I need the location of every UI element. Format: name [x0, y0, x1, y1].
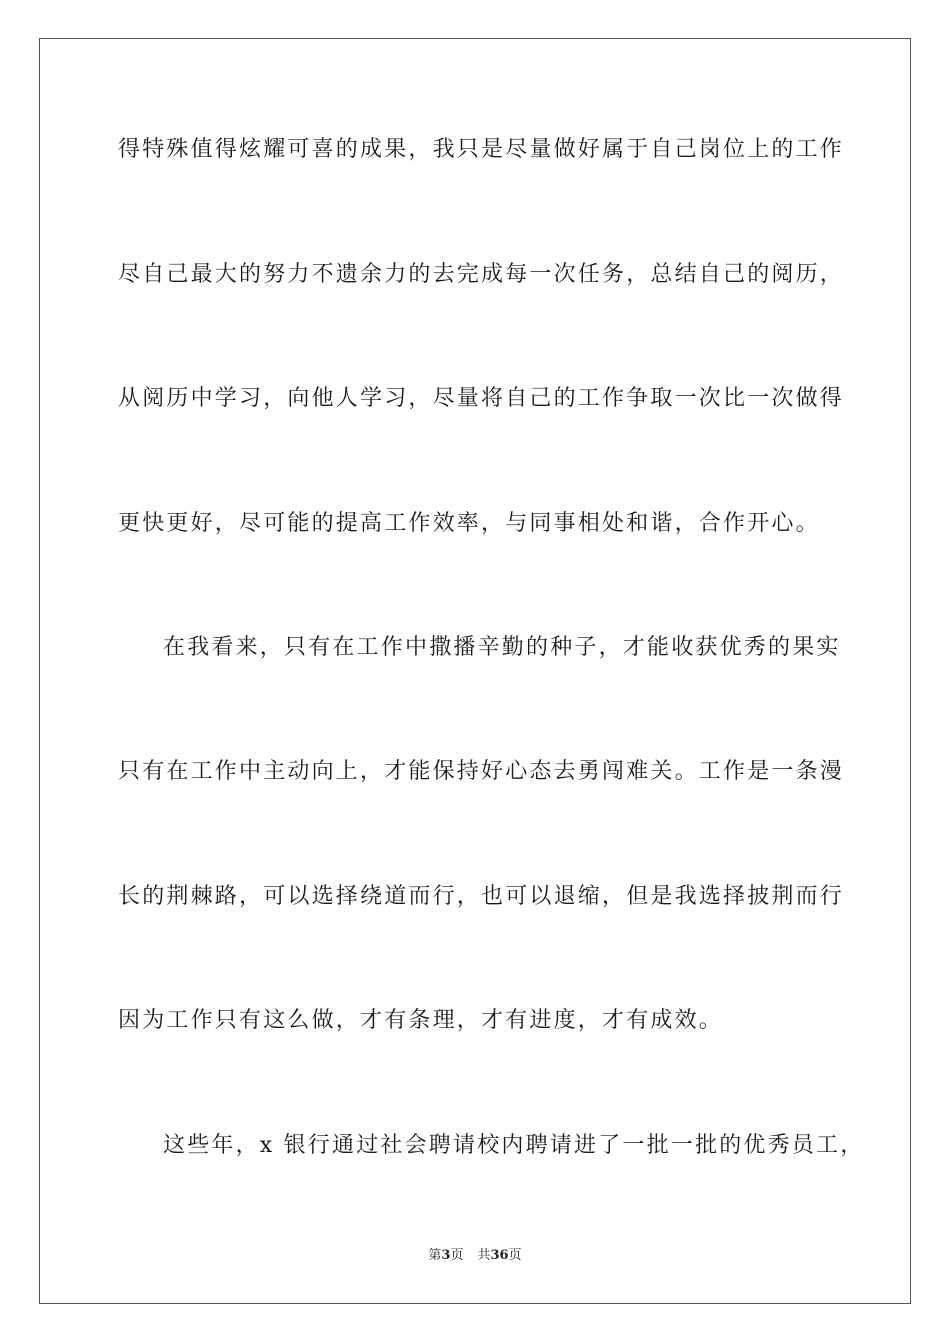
total-pages: 36 [490, 1248, 509, 1263]
text-line-4: 更快更好，尽可能的提高工作效率，与同事相处和谐，合作开心。 [118, 511, 820, 536]
page-prefix: 第 [428, 1248, 442, 1263]
text-line-6: 只有在工作中主动向上，才能保持好心态去勇闯难关。工作是一条漫 [118, 759, 845, 784]
total-suffix: 页 [508, 1248, 522, 1263]
paragraph-start-line-9: 这些年，x 银行通过社会聘请校内聘请进了一批一批的优秀员工， [163, 1133, 865, 1158]
text-line-2: 尽自己最大的努力不遗余力的去完成每一次任务，总结自己的阅历， [118, 262, 845, 287]
text-line-3: 从阅历中学习，向他人学习，尽量将自己的工作争取一次比一次做得 [118, 386, 845, 411]
paragraph-start-line-5: 在我看来，只有在工作中撒播辛勤的种子，才能收获优秀的果实 [163, 635, 841, 660]
page-number: 3 [441, 1248, 451, 1263]
page-footer [0, 1247, 950, 1265]
text-line-7: 长的荆棘路，可以选择绕道而行，也可以退缩，但是我选择披荆而行 [118, 884, 845, 909]
page-suffix: 页 [450, 1248, 464, 1263]
text-line-8: 因为工作只有这么做，才有条理，才有进度，才有成效。 [118, 1008, 724, 1033]
text-line-1: 得特殊值得炫耀可喜的成果，我只是尽量做好属于自己岗位上的工作 [118, 137, 845, 162]
page-border [39, 38, 911, 1304]
total-prefix: 共 [477, 1248, 491, 1263]
